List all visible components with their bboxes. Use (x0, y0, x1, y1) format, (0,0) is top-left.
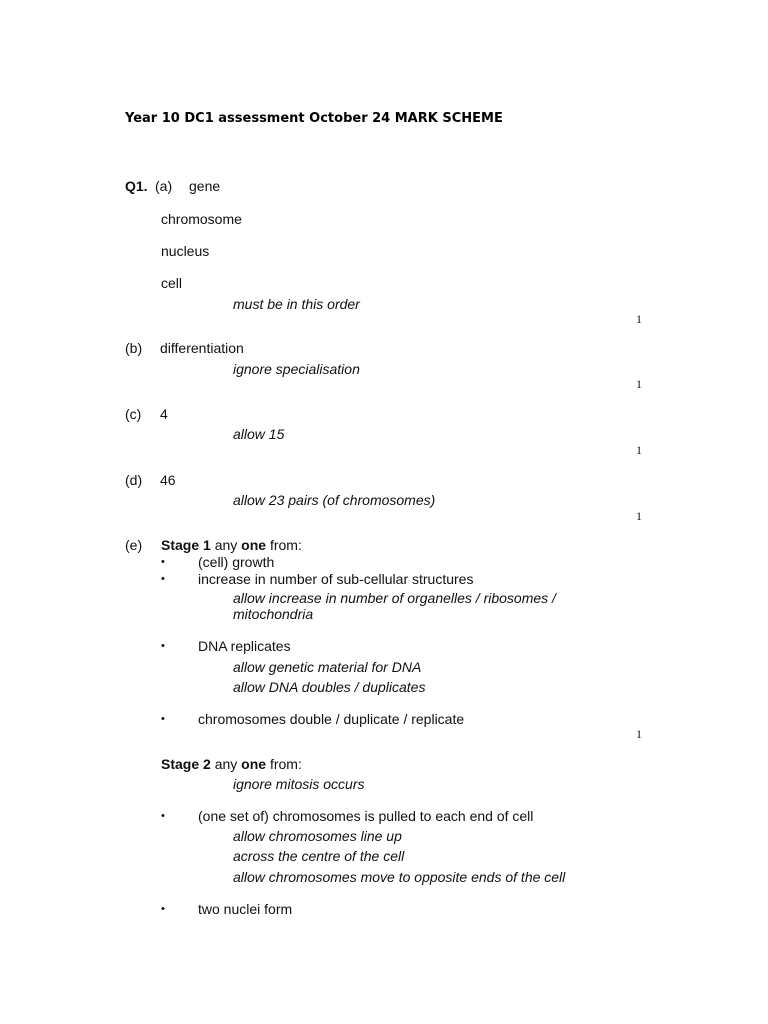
page-title: Year 10 DC1 assessment October 24 MARK SCHEME (125, 111, 503, 126)
answer-chromosome: chromosome (161, 211, 242, 227)
answer-chromosomes-pulled: (one set of) chromosomes is pulled to each end of cell (198, 808, 534, 824)
stage-2-heading (161, 756, 302, 773)
bullet: • (161, 556, 165, 568)
heading-emphasis: one (241, 756, 267, 772)
marking-note: allow genetic material for DNA (233, 659, 422, 675)
answer-cell-growth: (cell) growth (198, 554, 275, 570)
bullet: • (161, 640, 165, 652)
stage-2-title: Stage 2 (161, 756, 211, 772)
stage-1-heading (161, 537, 302, 554)
stage-1-title: Stage 1 (161, 537, 211, 553)
marking-note: ignore mitosis occurs (233, 776, 365, 792)
marking-note: ignore specialisation (233, 361, 360, 377)
question-number: Q1. (125, 178, 148, 194)
marking-note: allow increase in number of organelles / ribosomes / (233, 590, 556, 606)
heading-text: from: (266, 537, 302, 553)
bullet: • (161, 903, 165, 915)
answer-subcellular: increase in number of sub-cellular structures (198, 571, 474, 587)
answer-4: 4 (160, 406, 168, 422)
marking-note: allow chromosomes line up (233, 828, 402, 844)
part-d-label: (d) (125, 472, 143, 488)
answer-differentiation: differentiation (160, 340, 244, 356)
bullet: • (161, 573, 165, 585)
marking-note: allow 23 pairs (of chromosomes) (233, 492, 436, 508)
heading-text: from: (266, 756, 302, 772)
mark-value: 1 (636, 509, 642, 523)
answer-gene: gene (189, 178, 221, 194)
marking-note: must be in this order (233, 296, 360, 312)
part-c-label: (c) (125, 406, 142, 422)
mark-value: 1 (636, 727, 642, 741)
marking-note: allow chromosomes move to opposite ends of the cell (233, 869, 566, 885)
marking-note: mitochondria (233, 606, 314, 622)
marking-note: across the centre of the cell (233, 848, 405, 864)
marking-note: allow 15 (233, 426, 285, 442)
answer-two-nuclei: two nuclei form (198, 901, 293, 917)
answer-dna-replicates: DNA replicates (198, 638, 291, 654)
part-e-label: (e) (125, 537, 143, 553)
part-a-label: (a) (155, 178, 173, 194)
bullet: • (161, 713, 165, 725)
mark-value: 1 (636, 443, 642, 457)
mark-value: 1 (636, 312, 642, 326)
heading-text: any (210, 756, 242, 772)
answer-chromosomes-double: chromosomes double / duplicate / replicate (198, 711, 465, 727)
mark-value: 1 (636, 377, 642, 391)
heading-emphasis: one (241, 537, 267, 553)
marking-note: allow DNA doubles / duplicates (233, 679, 426, 695)
heading-text: any (210, 537, 242, 553)
part-b-label: (b) (125, 340, 143, 356)
answer-cell: cell (161, 275, 183, 291)
answer-nucleus: nucleus (161, 243, 210, 259)
bullet: • (161, 810, 165, 822)
answer-46: 46 (160, 472, 176, 488)
